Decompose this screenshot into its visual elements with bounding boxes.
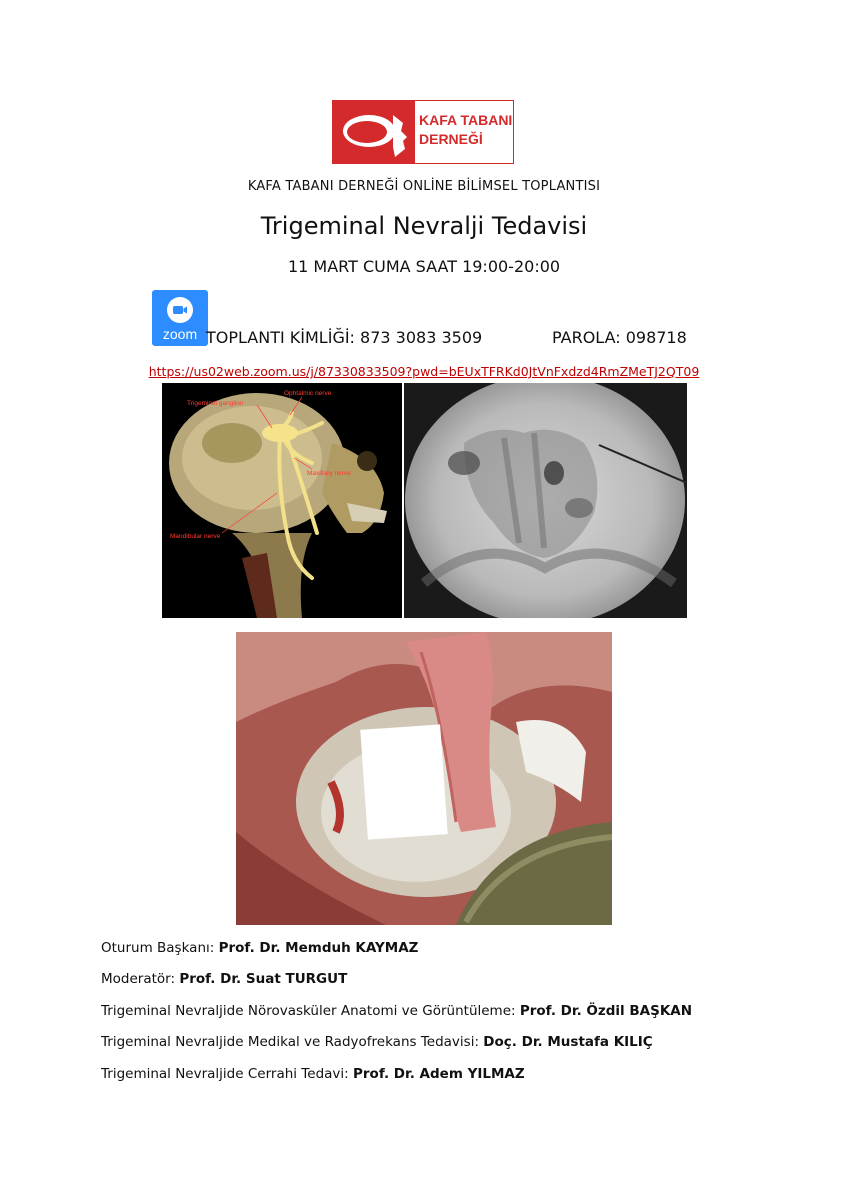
kafa-tabani-logo <box>332 100 514 164</box>
speaker-role: Trigeminal Nevraljide Nörovasküler Anatomi ve Görüntüleme: <box>101 1003 516 1019</box>
logo-emblem <box>333 101 415 163</box>
speaker-row-surgical <box>101 1066 525 1082</box>
speaker-role: Trigeminal Nevraljide Cerrahi Tedavi: <box>101 1066 349 1082</box>
label-trigeminal-ganglion: Trigeminal ganglion <box>187 400 244 407</box>
speaker-role: Moderatör: <box>101 971 176 987</box>
ct-skull-nerve-image <box>162 383 402 618</box>
surgical-field-image <box>236 632 612 925</box>
speaker-name: Prof. Dr. Memduh KAYMAZ <box>218 940 419 956</box>
speaker-role: Trigeminal Nevraljide Medikal ve Radyofrekans Tedavisi: <box>101 1034 479 1050</box>
zoom-icon <box>152 290 208 346</box>
meeting-subtitle: KAFA TABANI DERNEĞİ ONLİNE BİLİMSEL TOPLANTISI <box>247 179 601 194</box>
meeting-id: TOPLANTI KİMLİĞİ: 873 3083 3509 <box>206 328 483 347</box>
video-camera-icon <box>166 296 194 324</box>
logo-line1: KAFA TABANI <box>419 112 513 128</box>
speaker-row-chair <box>101 940 418 956</box>
speaker-name: Prof. Dr. Özdil BAŞKAN <box>519 1003 693 1019</box>
logo-line2: DERNEĞİ <box>419 131 483 147</box>
label-maxillary-nerve: Maxillary nerve <box>307 470 351 477</box>
label-ophthalmic-nerve: Ophtalmic nerve <box>284 390 332 397</box>
speaker-name: Doç. Dr. Mustafa KILIÇ <box>483 1034 653 1050</box>
zoom-wordmark: zoom <box>162 326 198 342</box>
speaker-name: Prof. Dr. Adem YILMAZ <box>353 1066 525 1082</box>
speaker-row-anatomy <box>101 1003 692 1019</box>
page-title: Trigeminal Nevralji Tedavisi <box>260 212 588 240</box>
speaker-role: Oturum Başkanı: <box>101 940 215 956</box>
meeting-datetime: 11 MART CUMA SAAT 19:00-20:00 <box>287 257 561 276</box>
fluoroscopy-image <box>404 383 687 618</box>
logo-text <box>419 111 512 149</box>
meeting-password: PAROLA: 098718 <box>552 328 687 347</box>
label-mandibular-nerve: Mandibular nerve <box>170 533 221 540</box>
zoom-meeting-link[interactable]: https://us02web.zoom.us/j/87330833509?pwd=bEUxTFRKd0JtVnFxdzd4RmZMeTJ2QT09 <box>148 364 700 379</box>
speaker-row-medical <box>101 1034 653 1050</box>
speaker-name: Prof. Dr. Suat TURGUT <box>179 971 348 987</box>
speaker-row-moderator <box>101 971 347 987</box>
